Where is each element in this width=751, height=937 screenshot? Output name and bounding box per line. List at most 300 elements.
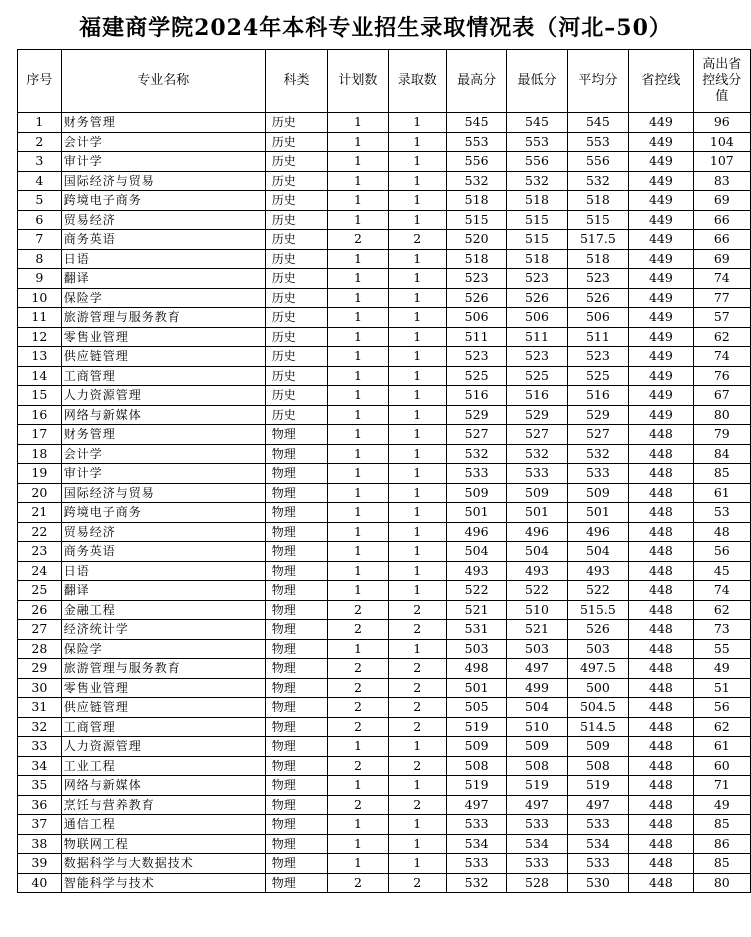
cell-category: 物理	[265, 756, 327, 776]
cell-plan: 2	[328, 717, 388, 737]
cell-admitted: 1	[388, 386, 446, 406]
cell-no: 14	[18, 366, 62, 386]
cell-category: 历史	[265, 210, 327, 230]
cell-avg: 500	[567, 678, 628, 698]
cell-control: 448	[629, 600, 694, 620]
cell-category: 物理	[265, 834, 327, 854]
cell-no: 2	[18, 132, 62, 152]
cell-max: 493	[446, 561, 506, 581]
header-max: 最高分	[446, 50, 506, 113]
table-row	[18, 308, 751, 328]
cell-plan: 1	[328, 425, 388, 445]
cell-major: 审计学	[61, 152, 265, 172]
cell-plan: 1	[328, 308, 388, 328]
cell-above: 77	[693, 288, 750, 308]
cell-plan: 2	[328, 698, 388, 718]
table-row	[18, 347, 751, 367]
cell-avg: 503	[567, 639, 628, 659]
cell-min: 510	[507, 600, 567, 620]
cell-plan: 1	[328, 776, 388, 796]
cell-category: 物理	[265, 483, 327, 503]
cell-admitted: 2	[388, 600, 446, 620]
cell-above: 107	[693, 152, 750, 172]
cell-avg: 515.5	[567, 600, 628, 620]
cell-major: 烹饪与营养教育	[61, 795, 265, 815]
cell-control: 449	[629, 288, 694, 308]
cell-no: 15	[18, 386, 62, 406]
cell-control: 449	[629, 347, 694, 367]
cell-major: 人力资源管理	[61, 386, 265, 406]
cell-control: 449	[629, 327, 694, 347]
cell-admitted: 1	[388, 561, 446, 581]
cell-no: 8	[18, 249, 62, 269]
cell-avg: 553	[567, 132, 628, 152]
cell-plan: 2	[328, 678, 388, 698]
cell-avg: 525	[567, 366, 628, 386]
cell-major: 保险学	[61, 288, 265, 308]
header-min: 最低分	[507, 50, 567, 113]
cell-category: 物理	[265, 873, 327, 893]
cell-admitted: 1	[388, 171, 446, 191]
table-row	[18, 191, 751, 211]
cell-max: 511	[446, 327, 506, 347]
cell-control: 449	[629, 386, 694, 406]
table-row	[18, 405, 751, 425]
cell-no: 4	[18, 171, 62, 191]
cell-min: 508	[507, 756, 567, 776]
cell-min: 501	[507, 503, 567, 523]
header-avg: 平均分	[567, 50, 628, 113]
cell-plan: 1	[328, 522, 388, 542]
cell-major: 零售业管理	[61, 678, 265, 698]
cell-no: 32	[18, 717, 62, 737]
cell-max: 509	[446, 737, 506, 757]
cell-control: 448	[629, 678, 694, 698]
cell-category: 物理	[265, 600, 327, 620]
cell-no: 28	[18, 639, 62, 659]
cell-major: 财务管理	[61, 113, 265, 133]
cell-min: 518	[507, 249, 567, 269]
cell-category: 历史	[265, 366, 327, 386]
cell-above: 73	[693, 620, 750, 640]
cell-max: 498	[446, 659, 506, 679]
table-row	[18, 717, 751, 737]
cell-category: 物理	[265, 444, 327, 464]
cell-above: 45	[693, 561, 750, 581]
cell-min: 511	[507, 327, 567, 347]
cell-control: 448	[629, 834, 694, 854]
cell-category: 历史	[265, 269, 327, 289]
cell-no: 22	[18, 522, 62, 542]
cell-above: 56	[693, 542, 750, 562]
cell-above: 83	[693, 171, 750, 191]
cell-max: 522	[446, 581, 506, 601]
cell-min: 515	[507, 230, 567, 250]
cell-control: 449	[629, 249, 694, 269]
cell-avg: 533	[567, 464, 628, 484]
cell-admitted: 1	[388, 191, 446, 211]
cell-plan: 2	[328, 659, 388, 679]
cell-major: 跨境电子商务	[61, 503, 265, 523]
cell-plan: 1	[328, 386, 388, 406]
cell-avg: 523	[567, 269, 628, 289]
table-row	[18, 503, 751, 523]
cell-above: 67	[693, 386, 750, 406]
cell-major: 旅游管理与服务教育	[61, 659, 265, 679]
cell-min: 553	[507, 132, 567, 152]
cell-major: 翻译	[61, 581, 265, 601]
cell-avg: 496	[567, 522, 628, 542]
cell-plan: 1	[328, 405, 388, 425]
cell-major: 经济统计学	[61, 620, 265, 640]
cell-admitted: 1	[388, 269, 446, 289]
cell-control: 448	[629, 464, 694, 484]
cell-no: 11	[18, 308, 62, 328]
cell-category: 物理	[265, 542, 327, 562]
cell-category: 历史	[265, 191, 327, 211]
cell-category: 历史	[265, 327, 327, 347]
cell-category: 物理	[265, 717, 327, 737]
cell-min: 493	[507, 561, 567, 581]
cell-control: 448	[629, 815, 694, 835]
table-row	[18, 678, 751, 698]
cell-admitted: 2	[388, 873, 446, 893]
cell-no: 10	[18, 288, 62, 308]
cell-min: 519	[507, 776, 567, 796]
cell-plan: 1	[328, 249, 388, 269]
cell-major: 日语	[61, 561, 265, 581]
cell-category: 物理	[265, 659, 327, 679]
cell-admitted: 1	[388, 483, 446, 503]
cell-max: 518	[446, 191, 506, 211]
header-category: 科类	[265, 50, 327, 113]
cell-major: 会计学	[61, 132, 265, 152]
cell-major: 通信工程	[61, 815, 265, 835]
cell-avg: 506	[567, 308, 628, 328]
cell-above: 49	[693, 795, 750, 815]
cell-max: 497	[446, 795, 506, 815]
cell-admitted: 2	[388, 620, 446, 640]
header-control: 省控线	[629, 50, 694, 113]
cell-control: 448	[629, 581, 694, 601]
cell-above: 48	[693, 522, 750, 542]
cell-above: 69	[693, 191, 750, 211]
cell-plan: 1	[328, 171, 388, 191]
cell-no: 35	[18, 776, 62, 796]
cell-plan: 1	[328, 542, 388, 562]
cell-above: 61	[693, 737, 750, 757]
cell-avg: 515	[567, 210, 628, 230]
cell-major: 商务英语	[61, 542, 265, 562]
table-body	[18, 113, 751, 893]
cell-control: 448	[629, 639, 694, 659]
cell-no: 34	[18, 756, 62, 776]
cell-above: 69	[693, 249, 750, 269]
cell-plan: 1	[328, 191, 388, 211]
table-row	[18, 171, 751, 191]
cell-category: 历史	[265, 230, 327, 250]
cell-control: 448	[629, 659, 694, 679]
table-row	[18, 464, 751, 484]
cell-max: 527	[446, 425, 506, 445]
cell-no: 23	[18, 542, 62, 562]
cell-avg: 501	[567, 503, 628, 523]
cell-admitted: 2	[388, 756, 446, 776]
cell-major: 供应链管理	[61, 698, 265, 718]
cell-no: 6	[18, 210, 62, 230]
cell-avg: 509	[567, 483, 628, 503]
cell-control: 448	[629, 503, 694, 523]
cell-admitted: 1	[388, 581, 446, 601]
cell-admitted: 2	[388, 230, 446, 250]
cell-admitted: 1	[388, 854, 446, 874]
cell-major: 国际经济与贸易	[61, 171, 265, 191]
table-row	[18, 873, 751, 893]
cell-min: 527	[507, 425, 567, 445]
cell-category: 历史	[265, 405, 327, 425]
cell-max: 526	[446, 288, 506, 308]
cell-admitted: 1	[388, 444, 446, 464]
cell-admitted: 2	[388, 659, 446, 679]
cell-avg: 522	[567, 581, 628, 601]
cell-no: 12	[18, 327, 62, 347]
cell-admitted: 2	[388, 678, 446, 698]
cell-avg: 497	[567, 795, 628, 815]
table-row	[18, 854, 751, 874]
cell-avg: 556	[567, 152, 628, 172]
cell-plan: 1	[328, 503, 388, 523]
table-row	[18, 366, 751, 386]
cell-avg: 504	[567, 542, 628, 562]
cell-control: 448	[629, 776, 694, 796]
cell-avg: 508	[567, 756, 628, 776]
cell-control: 449	[629, 113, 694, 133]
table-row	[18, 113, 751, 133]
cell-plan: 2	[328, 873, 388, 893]
table-row	[18, 327, 751, 347]
cell-admitted: 1	[388, 347, 446, 367]
cell-no: 30	[18, 678, 62, 698]
cell-no: 19	[18, 464, 62, 484]
cell-min: 503	[507, 639, 567, 659]
cell-avg: 497.5	[567, 659, 628, 679]
cell-avg: 493	[567, 561, 628, 581]
cell-above: 62	[693, 717, 750, 737]
cell-above: 60	[693, 756, 750, 776]
cell-min: 528	[507, 873, 567, 893]
cell-control: 448	[629, 522, 694, 542]
cell-admitted: 2	[388, 795, 446, 815]
cell-control: 448	[629, 444, 694, 464]
cell-control: 449	[629, 269, 694, 289]
cell-no: 37	[18, 815, 62, 835]
cell-above: 96	[693, 113, 750, 133]
table-row	[18, 210, 751, 230]
cell-min: 516	[507, 386, 567, 406]
cell-above: 56	[693, 698, 750, 718]
cell-avg: 529	[567, 405, 628, 425]
cell-category: 历史	[265, 347, 327, 367]
cell-major: 物联网工程	[61, 834, 265, 854]
cell-plan: 1	[328, 483, 388, 503]
table-row	[18, 561, 751, 581]
cell-major: 财务管理	[61, 425, 265, 445]
cell-min: 523	[507, 347, 567, 367]
cell-plan: 1	[328, 366, 388, 386]
table-row	[18, 795, 751, 815]
cell-above: 80	[693, 873, 750, 893]
cell-above: 104	[693, 132, 750, 152]
cell-max: 523	[446, 269, 506, 289]
cell-admitted: 1	[388, 776, 446, 796]
cell-admitted: 1	[388, 327, 446, 347]
cell-above: 85	[693, 815, 750, 835]
cell-category: 物理	[265, 678, 327, 698]
cell-max: 504	[446, 542, 506, 562]
cell-major: 贸易经济	[61, 210, 265, 230]
cell-major: 网络与新媒体	[61, 405, 265, 425]
table-row	[18, 230, 751, 250]
cell-admitted: 1	[388, 542, 446, 562]
cell-above: 86	[693, 834, 750, 854]
cell-admitted: 1	[388, 132, 446, 152]
cell-no: 5	[18, 191, 62, 211]
cell-avg: 533	[567, 815, 628, 835]
cell-control: 448	[629, 698, 694, 718]
cell-control: 448	[629, 561, 694, 581]
cell-avg: 511	[567, 327, 628, 347]
cell-min: 497	[507, 659, 567, 679]
table-row	[18, 581, 751, 601]
cell-max: 496	[446, 522, 506, 542]
cell-major: 保险学	[61, 639, 265, 659]
cell-above: 80	[693, 405, 750, 425]
cell-min: 497	[507, 795, 567, 815]
cell-above: 66	[693, 210, 750, 230]
table-row	[18, 522, 751, 542]
cell-major: 金融工程	[61, 600, 265, 620]
cell-category: 物理	[265, 815, 327, 835]
cell-max: 523	[446, 347, 506, 367]
cell-admitted: 1	[388, 464, 446, 484]
cell-above: 62	[693, 327, 750, 347]
cell-max: 520	[446, 230, 506, 250]
cell-plan: 1	[328, 561, 388, 581]
cell-max: 532	[446, 444, 506, 464]
cell-no: 13	[18, 347, 62, 367]
cell-admitted: 1	[388, 834, 446, 854]
cell-min: 504	[507, 542, 567, 562]
cell-avg: 533	[567, 854, 628, 874]
table-header-row	[18, 50, 751, 113]
cell-plan: 1	[328, 834, 388, 854]
cell-avg: 532	[567, 171, 628, 191]
cell-avg: 518	[567, 249, 628, 269]
cell-min: 504	[507, 698, 567, 718]
cell-major: 翻译	[61, 269, 265, 289]
cell-major: 商务英语	[61, 230, 265, 250]
cell-max: 529	[446, 405, 506, 425]
cell-no: 17	[18, 425, 62, 445]
cell-min: 496	[507, 522, 567, 542]
table-row	[18, 152, 751, 172]
cell-major: 工业工程	[61, 756, 265, 776]
cell-control: 449	[629, 191, 694, 211]
cell-above: 85	[693, 464, 750, 484]
cell-category: 物理	[265, 737, 327, 757]
cell-min: 499	[507, 678, 567, 698]
cell-plan: 2	[328, 620, 388, 640]
header-admitted: 录取数	[388, 50, 446, 113]
cell-category: 历史	[265, 386, 327, 406]
cell-max: 503	[446, 639, 506, 659]
cell-control: 448	[629, 542, 694, 562]
cell-above: 53	[693, 503, 750, 523]
cell-category: 历史	[265, 249, 327, 269]
cell-category: 物理	[265, 464, 327, 484]
cell-max: 531	[446, 620, 506, 640]
cell-category: 历史	[265, 132, 327, 152]
cell-no: 16	[18, 405, 62, 425]
cell-min: 515	[507, 210, 567, 230]
cell-no: 33	[18, 737, 62, 757]
cell-avg: 530	[567, 873, 628, 893]
cell-avg: 545	[567, 113, 628, 133]
cell-admitted: 1	[388, 815, 446, 835]
cell-avg: 526	[567, 288, 628, 308]
cell-plan: 1	[328, 327, 388, 347]
cell-control: 448	[629, 425, 694, 445]
cell-admitted: 1	[388, 366, 446, 386]
cell-major: 工商管理	[61, 366, 265, 386]
cell-no: 26	[18, 600, 62, 620]
cell-avg: 518	[567, 191, 628, 211]
cell-admitted: 1	[388, 425, 446, 445]
cell-major: 网络与新媒体	[61, 776, 265, 796]
cell-plan: 1	[328, 113, 388, 133]
cell-control: 449	[629, 366, 694, 386]
cell-min: 533	[507, 854, 567, 874]
cell-plan: 2	[328, 600, 388, 620]
header-plan: 计划数	[328, 50, 388, 113]
cell-above: 79	[693, 425, 750, 445]
cell-category: 物理	[265, 522, 327, 542]
cell-category: 物理	[265, 639, 327, 659]
cell-above: 55	[693, 639, 750, 659]
header-no: 序号	[18, 50, 62, 113]
table-row	[18, 386, 751, 406]
cell-control: 449	[629, 132, 694, 152]
header-above-label: 高出省控线分值	[702, 57, 742, 104]
cell-above: 74	[693, 269, 750, 289]
cell-category: 物理	[265, 581, 327, 601]
cell-major: 日语	[61, 249, 265, 269]
cell-major: 贸易经济	[61, 522, 265, 542]
cell-min: 526	[507, 288, 567, 308]
cell-category: 物理	[265, 561, 327, 581]
cell-plan: 1	[328, 737, 388, 757]
cell-admitted: 1	[388, 152, 446, 172]
cell-category: 物理	[265, 776, 327, 796]
cell-max: 508	[446, 756, 506, 776]
cell-max: 553	[446, 132, 506, 152]
cell-admitted: 1	[388, 308, 446, 328]
table-row	[18, 542, 751, 562]
cell-min: 556	[507, 152, 567, 172]
table-row	[18, 425, 751, 445]
cell-control: 449	[629, 152, 694, 172]
cell-avg: 516	[567, 386, 628, 406]
